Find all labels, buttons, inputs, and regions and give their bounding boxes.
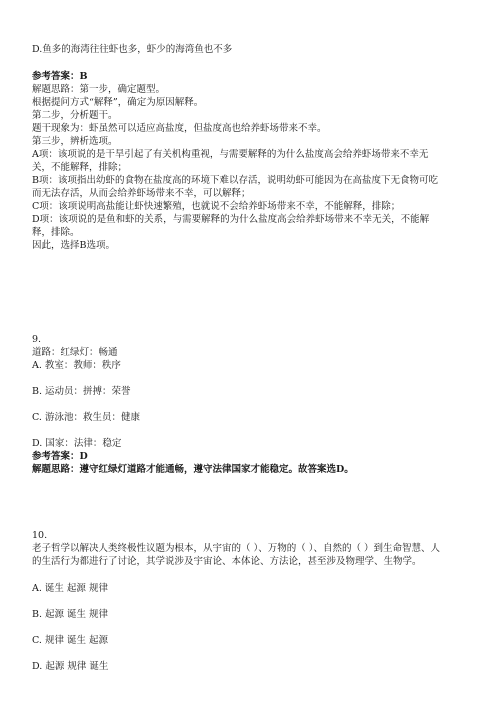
q8-analysis-line: 根据提问方式“解释”，确定为原因解释。 bbox=[32, 97, 204, 108]
q8-analysis-line: D项：该项说的是鱼和虾的关系，与需要解释的为什么盐度高会给养虾场带来不幸无关，不能解 bbox=[32, 214, 430, 225]
q9-option-d: D. 国家：法律：稳定 bbox=[32, 438, 122, 449]
q10-number: 10. bbox=[32, 530, 48, 541]
q8-analysis-line: 题干现象为：虾虽然可以适应高盐度，但盐度高也给养虾场带来不幸。 bbox=[32, 123, 327, 134]
q10-option-d: D. 起源 规律 诞生 bbox=[32, 661, 109, 672]
q9-option-b: B. 运动员：拼搏：荣誉 bbox=[32, 386, 131, 397]
q10-option-c: C. 规律 诞生 起源 bbox=[32, 635, 109, 646]
q8-analysis-line: A项：该项说的是干旱引起了有关机构重视，与需要解释的为什么盐度高会给养虾场带来不幸无 bbox=[32, 149, 429, 160]
q8-analysis-line: B项：该项指出幼虾的食物在盐度高的环境下难以存活，说明幼虾可能因为在高盐度下无食物可吃 bbox=[32, 175, 438, 186]
q9-number: 9. bbox=[32, 334, 42, 345]
q8-analysis-line: 第三步，辨析选项。 bbox=[32, 136, 118, 147]
q8-answer: 参考答案：B bbox=[32, 71, 88, 82]
q10-option-a: A. 诞生 起源 规律 bbox=[32, 583, 108, 594]
q9-answer: 参考答案：D bbox=[32, 451, 88, 462]
q9-option-c: C. 游泳池：救生员：健康 bbox=[32, 412, 140, 423]
q9-option-a: A. 教室：教师：秩序 bbox=[32, 360, 121, 371]
q8-analysis-line: 解题思路：第一步，确定题型。 bbox=[32, 84, 166, 95]
q8-analysis-line: C项：该项说明高盐能让虾快速繁殖，也就说不会给养虾场带来不幸，不能解释，排除； bbox=[32, 201, 401, 212]
q10-option-b: B. 起源 诞生 规律 bbox=[32, 609, 109, 620]
q8-analysis-line: 第二步，分析题干。 bbox=[32, 110, 118, 121]
q9-stem: 道路：红绿灯：畅通 bbox=[32, 347, 118, 358]
q10-stem-line: 老子哲学以解决人类终极性议题为根本，从宇宙的（ ）、万物的（ ）、自然的（ ）到生命智慧、人 bbox=[32, 543, 441, 554]
q8-option-d: D.鱼多的海湾往往虾也多，虾少的海湾鱼也不多 bbox=[32, 44, 233, 55]
q10-stem-line: 的生活行为都进行了讨论，其学说涉及宇宙论、本体论、方法论，甚至涉及物理学、生物学。 bbox=[32, 556, 422, 567]
q8-analysis-line: 而无法存活，从而会给养虾场带来不幸，可以解释； bbox=[32, 188, 251, 199]
q9-analysis: 解题思路：遵守红绿灯道路才能通畅，遵守法律国家才能稳定。故答案选D。 bbox=[32, 464, 354, 475]
q8-analysis-line: 释，排除。 bbox=[32, 227, 80, 238]
q8-analysis-line: 因此，选择B选项。 bbox=[32, 240, 115, 251]
q8-analysis-line: 关，不能解释，排除； bbox=[32, 162, 128, 173]
